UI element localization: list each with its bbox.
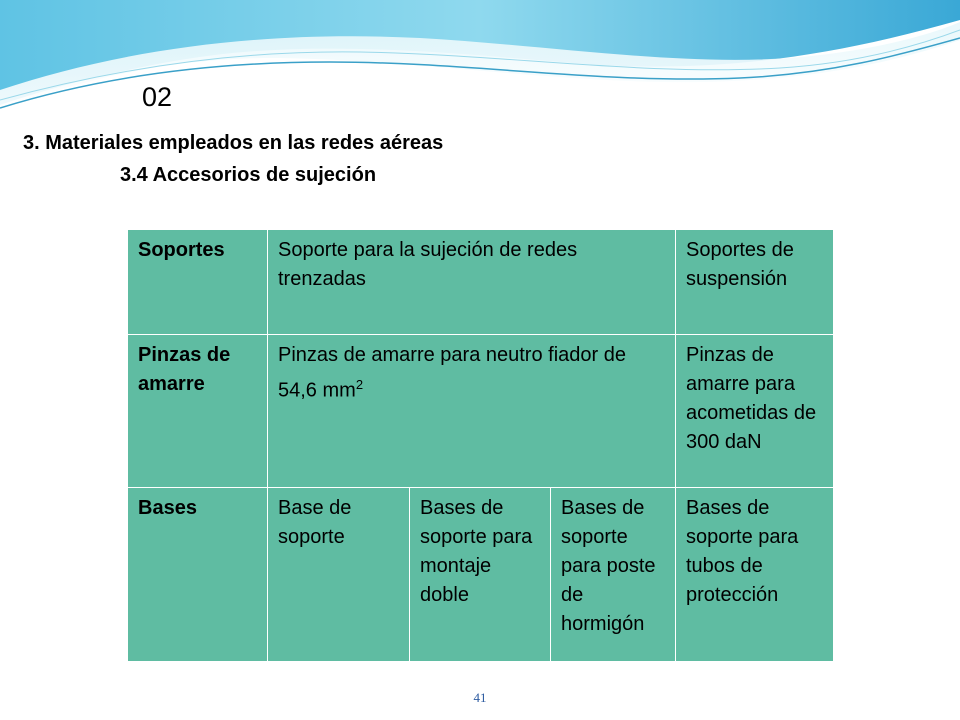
row-header-soportes: Soportes bbox=[128, 230, 268, 335]
table-cell bbox=[268, 335, 676, 488]
row-header-bases: Bases bbox=[128, 488, 268, 662]
page-number: 41 bbox=[473, 690, 487, 705]
chapter-number: 02 bbox=[142, 82, 173, 112]
accessories-table bbox=[127, 229, 834, 662]
subsection-heading: 3.4 Accesorios de sujeción bbox=[120, 164, 377, 186]
table-cell: Soporte para la sujeción de redes trenzadas bbox=[268, 230, 676, 335]
table-cell: Soportes de suspensión bbox=[676, 230, 834, 335]
table-cell: Pinzas de amarre para acometidas de 300 daN bbox=[676, 335, 834, 488]
superscript: 2 bbox=[355, 377, 364, 392]
table-cell: Bases de soporte para poste de hormigón bbox=[551, 488, 676, 662]
table-cell: Bases de soporte para montaje doble bbox=[410, 488, 551, 662]
cell-text: Pinzas de amarre para neutro fiador de 54,6 mm bbox=[278, 344, 626, 402]
table-row bbox=[128, 488, 834, 662]
table-row bbox=[128, 230, 834, 335]
table-cell: Bases de soporte para tubos de protección bbox=[676, 488, 834, 662]
row-header-pinzas: Pinzas de amarre bbox=[128, 335, 268, 488]
table-cell: Base de soporte bbox=[268, 488, 410, 662]
table-row bbox=[128, 335, 834, 488]
section-heading: 3. Materiales empleados en las redes aéreas bbox=[23, 132, 444, 154]
